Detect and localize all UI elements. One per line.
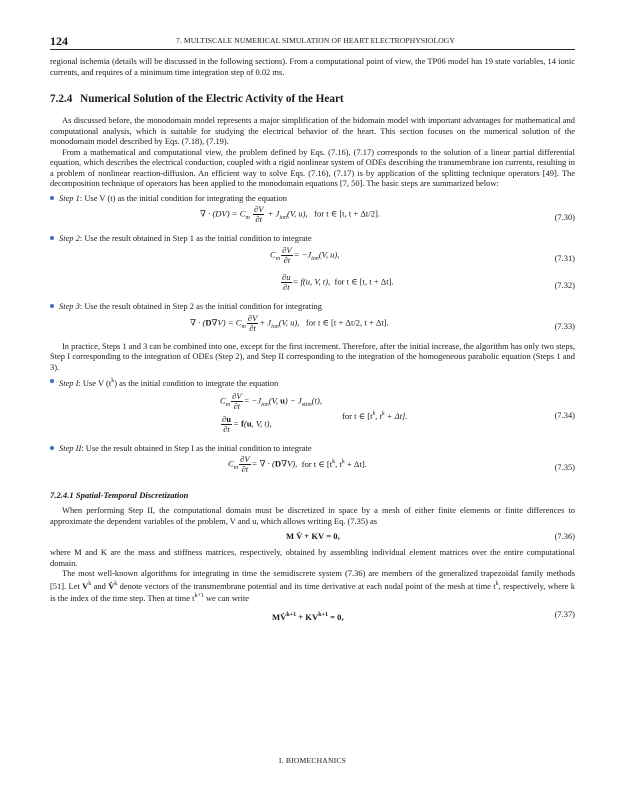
fraction: $\frac{\partial V}{\partial t}$ xyxy=(282,245,292,266)
subsection-number: 7.2.4.1 xyxy=(50,490,74,501)
eq-7-30-cond: for t ∈ [t, t + Δt/2]. xyxy=(314,208,381,219)
step-1-text: : Use V (t) as the initial condition for integrating the equation xyxy=(79,192,287,203)
eq-7-33-number: (7.33) xyxy=(554,320,575,331)
equation-7-31 xyxy=(50,246,575,270)
equation-7-34 xyxy=(50,391,575,439)
equation-7-30 xyxy=(50,205,575,229)
section-title: Numerical Solution of the Electric Activity of the Heart xyxy=(80,93,344,106)
eq-7-30-number: (7.30) xyxy=(554,212,575,223)
step-1-item xyxy=(50,193,575,204)
main-text xyxy=(50,56,575,627)
header-rule xyxy=(50,49,575,50)
equation-7-35 xyxy=(50,455,575,479)
page-header xyxy=(50,34,575,48)
fraction: $\frac{\partial V}{\partial t}$ xyxy=(240,454,250,475)
subsection-title: Spatial-Temporal Discretization xyxy=(75,490,189,501)
step-I-label: Step I xyxy=(59,378,79,389)
eq-7-35-math: $C_m$ $\frac{\partial V}{\partial t}$ = ∇ · (D∇V), for t ∈ [$t^k$, $t^k + \Delta t$]. xyxy=(228,454,367,475)
step-I-item: Step I: Use V $(t^k)$ as the initial condition to integrate the equation xyxy=(50,376,575,388)
page-footer: I. BIOMECHANICS xyxy=(278,756,347,765)
eq-7-30-rhs: + J xyxy=(267,208,280,219)
eq-7-37-math: MV̇$^{k+1}$ + $KV^{k+1} = 0$, xyxy=(272,612,344,623)
running-title: 7. MULTISCALE NUMERICAL SIMULATION OF HEART ELECTROPHYSIOLOGY xyxy=(176,36,455,45)
equation-7-36 xyxy=(50,528,575,544)
eq-7-36-number: (7.36) xyxy=(554,531,575,542)
paragraph-6-part-3: , respectively, where k is the index of the time step. Then at time t xyxy=(50,580,575,604)
step-1-label: Step 1 xyxy=(59,192,80,203)
paragraph-5: where M and K are the mass and stiffness matrices, respectively, obtained by assembling individual element matrices over the entire computational domain. xyxy=(50,547,575,568)
eq-7-31-math: $C_m$ $\frac{\partial V}{\partial t}$ = $-J_{ion}(V$, u), xyxy=(270,245,340,266)
eq-7-33-math: ∇ · $(D\nabla V) = C_m$ $\frac{\partial V}{\partial t}$ + $J_{ion}(V$, u), for t ∈ [t + Δt/2, t + Δt]. xyxy=(190,312,389,333)
bullet-icon xyxy=(50,236,54,240)
bullet-icon xyxy=(50,446,54,450)
eq-7-31-rhs: = −J xyxy=(293,249,312,260)
paragraph-6: The most well-known algorithms for integrating in time the semidiscrete system (7.36) are members of the generalized trapezoidal family methods [51]. Let $V^k$ and V̇$^k$ denote vectors of the transmembrane potential and its time derivative at each nodal point of the mesh at time $t^k$, respectively, where k is the index of the time step. Then at time $t^{k+1}$ we can write xyxy=(50,568,575,604)
step-3-text: : Use the result obtained in Step 2 as the initial condition for integrating xyxy=(79,301,322,312)
paragraph-6-part-1: The most well-known algorithms for integrating in time the semidiscrete system (7.36) are members of the generalized trapezoidal family methods [51]. Let xyxy=(50,568,575,591)
step-2-text: : Use the result obtained in Step 1 as the initial condition to integrate xyxy=(79,233,312,244)
eq-7-31-number: (7.31) xyxy=(554,253,575,264)
bullet-icon xyxy=(50,379,54,383)
step-2-label: Step 2 xyxy=(59,233,80,244)
step-3-item xyxy=(50,301,575,312)
eq-7-32-rhs: = f(u, V, t), xyxy=(292,276,331,287)
eq-7-34-number: (7.34) xyxy=(554,409,575,420)
paragraph-3: In practice, Steps 1 and 3 can be combined into one, except for the first increment. Therefore, after the initial increase, the algorithm has only two steps, Step I corresponding to the integration of ODEs (Step 2), and Step II corresponding to the integration of the homogeneous parabolic equation (Steps 1 and 3). xyxy=(50,340,575,372)
eq-7-31-args: (V, u), xyxy=(318,249,340,260)
step-3-label: Step 3 xyxy=(59,301,80,312)
fraction: $\frac{\partial u}{\partial t}$ xyxy=(282,272,291,293)
section-heading xyxy=(50,93,575,106)
bullet-icon xyxy=(50,196,54,200)
step-I-text: : Use V (t xyxy=(78,378,112,389)
fraction: $\frac{\partial V}{\partial t}$ xyxy=(247,312,258,333)
bullet-icon xyxy=(50,304,54,308)
fraction: $\frac{\partial V}{\partial t}$ xyxy=(253,204,264,225)
eq-7-33-cond: for t ∈ [t + Δt/2, t + Δt]. xyxy=(305,317,389,328)
page-number: 124 xyxy=(50,34,68,48)
equation-7-37 xyxy=(50,606,575,624)
paragraph-6-part-2: denote vectors of the transmembrane potential and its time derivative at each nodal point of the mesh at time t xyxy=(119,580,496,591)
fraction: $\frac{\partial V}{\partial t}$ xyxy=(232,390,242,411)
paragraph-6-part-4: we can write xyxy=(205,593,250,604)
paragraph-2: From a mathematical and computational view, the problem defined by Eqs. (7.16), (7.17) corresponds to the solution of a linear partial differential equation, which describes the electrical conduction, coupled with a rigid nonlinear system of ODEs describing the transmembrane ion currents, resulting in a problem of nonlinear reaction-diffusion. An efficient way to solve Eqs. (7.16), (7.17) is by application of the splitting technique operators [49]. The decomposition technique of operators has been applied to the monodomain equations [7, 50]. The basic steps are summarized below: xyxy=(50,146,575,189)
eq-7-37-number: (7.37) xyxy=(554,608,575,619)
section-number: 7.2.4 xyxy=(50,93,73,106)
equation-7-32 xyxy=(50,273,575,297)
eq-7-30-lhs: ∇ · (DV) = C xyxy=(200,208,246,219)
eq-7-32-number: (7.32) xyxy=(554,280,575,291)
step-I-text-2: ) as the initial condition to integrate the equation xyxy=(114,378,279,389)
subsection-heading xyxy=(50,490,575,500)
eq-7-36-math: M V̇ + KV = 0, xyxy=(286,531,340,542)
intro-paragraph: regional ischemia (details will be discussed in the following sections). From a computational point of view, the TP06 model has 19 state variables, 14 ionic currents, and requires of a minimum time integration step of 0.02 ms. xyxy=(50,56,575,77)
eq-7-34-line-2: $\frac{\partial u}{\partial t}$ = f(u, V, t), xyxy=(222,413,272,434)
paragraph-4: When performing Step II, the computational domain must be discretized in space by a mesh of either finite elements or finite differences to approximate the dependent variables of the problem, V and u, which allows writing Eq. (7.35) as xyxy=(50,505,575,526)
equation-7-33 xyxy=(50,314,575,338)
eq-7-34-cond: for t ∈ [$t^k$, $t^k + \Delta t$]. xyxy=(342,410,408,421)
eq-7-30-math: ∇ · $(DV) = C_m$ $\frac{\partial V}{\partial t}$ + $J_{ion}(V$, u), for t ∈ [t, t + Δt/2]. xyxy=(200,204,381,225)
step-2-item xyxy=(50,233,575,244)
eq-7-34-line-1: $C_m$ $\frac{\partial V}{\partial t}$ = $-J_{ion}(V$, $u) - J_{stim}(t)$, xyxy=(220,390,322,411)
eq-7-35-number: (7.35) xyxy=(554,462,575,473)
step-II-label: Step II xyxy=(59,442,82,453)
eq-7-32-cond: for t ∈ [t, t + Δt]. xyxy=(334,276,394,287)
step-II-item xyxy=(50,443,575,454)
eq-7-32-math xyxy=(280,273,394,292)
fraction: $\frac{\partial u}{\partial t}$ xyxy=(222,413,232,434)
paragraph-1: As discussed before, the monodomain model represents a major simplification of the bidomain model with important advantages for mathematical and computational analysis, which is suitable for studying the electrical behavior of the heart. This section focuses on the numerical solution of the monodomain model described by Eqs. (7.18), (7.19). xyxy=(50,115,575,147)
step-II-text: : Use the result obtained in Step I as the initial condition to integrate xyxy=(81,442,312,453)
